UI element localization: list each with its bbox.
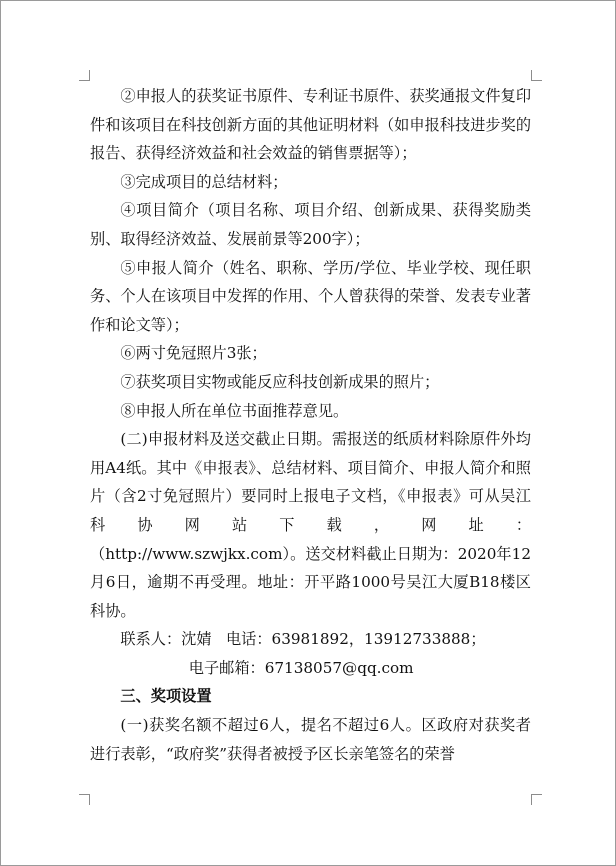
paragraph-item-7: ⑦获奖项目实物或能反应科技创新成果的照片；	[120, 372, 440, 391]
paragraph-item-4: ④项目简介（项目名称、项目介绍、创新成果、获得奖励类别、取得经济效益、发展前景等200字）；	[90, 201, 531, 248]
email-line: 电子邮箱：67138057@qq.com	[188, 658, 414, 677]
contact-line: 联系人：沈婧 电话：63981892，13912733888；	[120, 630, 486, 649]
section-heading: 三、奖项设置	[120, 687, 212, 706]
paragraph-deadline-continued: （http://www.szwjkx.com）。送交材料截止日期为：2020年12月6日，逾期不再受理。地址：开平路1000号吴江大厦B18楼区科协。	[90, 544, 531, 620]
crop-mark-bottom-right	[531, 794, 542, 805]
document-body	[90, 82, 531, 768]
paragraph-item-6: ⑥两寸免冠照片3张；	[120, 344, 267, 363]
paragraph-item-3: ③完成项目的总结材料；	[120, 172, 288, 191]
paragraph-item-8: ⑧申报人所在单位书面推荐意见。	[120, 401, 349, 420]
paragraph-item-2: ②申报人的获奖证书原件、专利证书原件、获奖通报文件复印件和该项目在科技创新方面的其他证明材料（如申报科技进步奖的报告、获得经济效益和社会效益的销售票据等）；	[90, 87, 531, 163]
crop-mark-top-left	[79, 70, 90, 81]
paragraph-awards: (一)获奖名额不超过6人，提名不超过6人。区政府对获奖者进行表彰，“政府奖”获得者被授予区长亲笔签名的荣誉	[90, 716, 531, 763]
crop-mark-bottom-left	[79, 794, 90, 805]
paragraph-item-5: ⑤申报人简介（姓名、职称、学历/学位、毕业学校、现任职务、个人在该项目中发挥的作用、个人曾获得的荣誉、发表专业著作和论文等）；	[90, 258, 531, 334]
paragraph-deadline: (二)申报材料及送交截止日期。需报送的纸质材料除原件外均用A4纸。其中《申报表》、总结材料、项目简介、申报人简介和照片（含2寸免冠照片）要同时上报电子文档，《申报表》可从吴江科协网站下载，网址：	[90, 430, 531, 534]
crop-mark-top-right	[531, 70, 542, 81]
